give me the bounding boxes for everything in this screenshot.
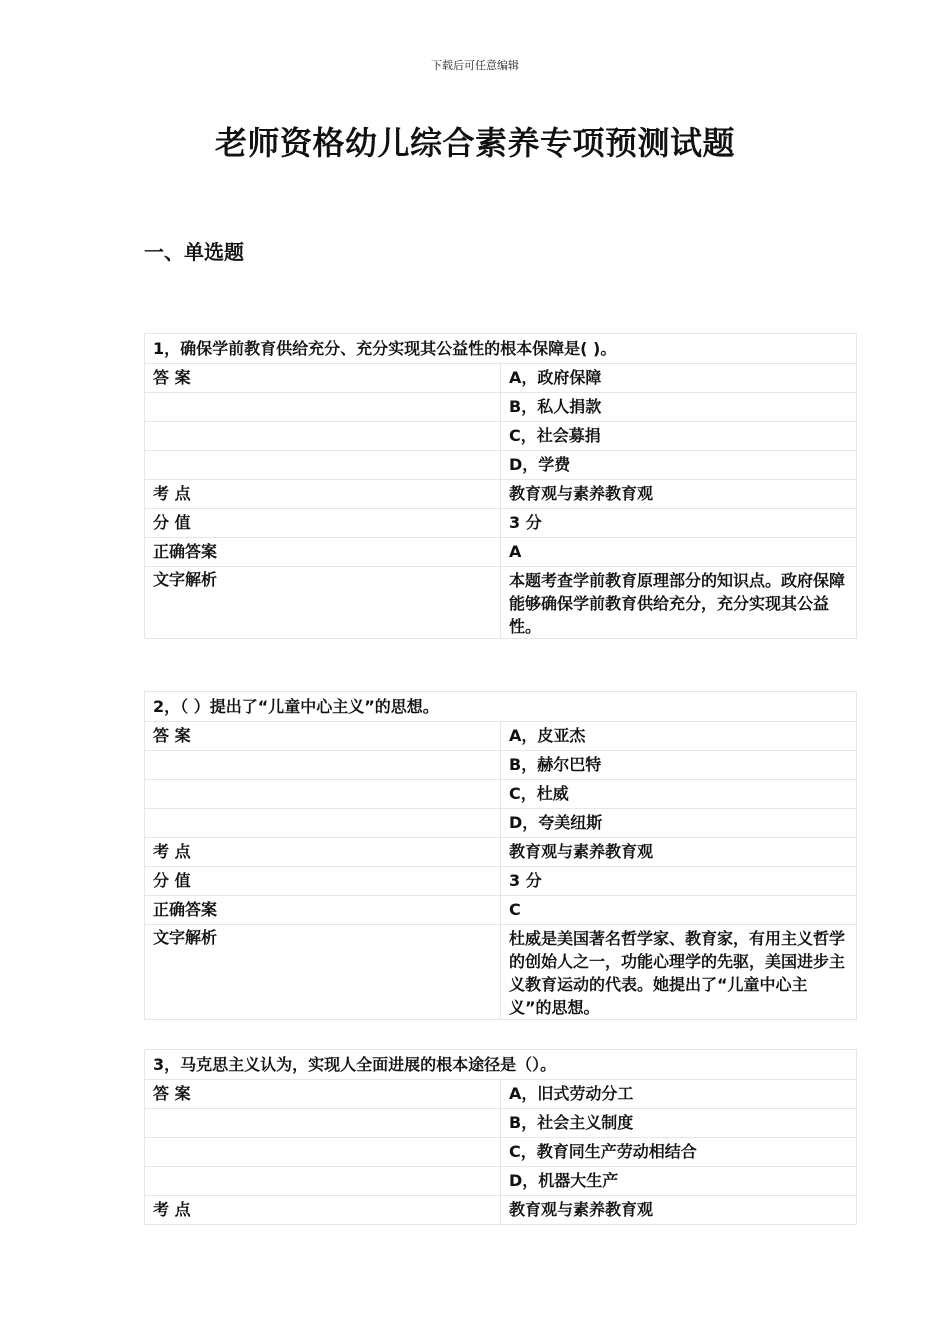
option-b: B，社会主义制度 bbox=[501, 1109, 857, 1138]
option-d: D，学费 bbox=[501, 451, 857, 480]
analysis-text: 杜威是美国著名哲学家、教育家，有用主义哲学的创始人之一，功能心理学的先驱，美国进步主义教育运动的代表。她提出了“儿童中心主义”的思想。 bbox=[501, 925, 857, 1020]
point-label: 考 点 bbox=[145, 838, 501, 867]
option-a: A，皮亚杰 bbox=[501, 722, 857, 751]
analysis-label: 文字解析 bbox=[145, 567, 501, 639]
empty-cell bbox=[145, 1138, 501, 1167]
option-c: C，社会募捐 bbox=[501, 422, 857, 451]
question-stem: 2，（ ）提出了“儿童中心主义”的思想。 bbox=[145, 692, 857, 722]
option-c: C，教育同生产劳动相结合 bbox=[501, 1138, 857, 1167]
answer-label: 答 案 bbox=[145, 1080, 501, 1109]
question-1-table bbox=[144, 333, 857, 639]
question-2-table bbox=[144, 691, 857, 1020]
empty-cell bbox=[145, 751, 501, 780]
answer-label: 答 案 bbox=[145, 364, 501, 393]
point-value: 教育观与素养教育观 bbox=[501, 838, 857, 867]
analysis-text: 本题考查学前教育原理部分的知识点。政府保障能够确保学前教育供给充分，充分实现其公益性。 bbox=[501, 567, 857, 639]
header-note: 下载后可任意编辑 bbox=[431, 59, 519, 72]
document-title: 老师资格幼儿综合素养专项预测试题 bbox=[214, 124, 735, 162]
empty-cell bbox=[145, 422, 501, 451]
option-b: B，私人捐款 bbox=[501, 393, 857, 422]
correct-answer-label: 正确答案 bbox=[145, 538, 501, 567]
score-label: 分 值 bbox=[145, 509, 501, 538]
empty-cell bbox=[145, 809, 501, 838]
question-stem: 1，确保学前教育供给充分、充分实现其公益性的根本保障是( )。 bbox=[145, 334, 857, 364]
question-3-table bbox=[144, 1049, 857, 1225]
correct-answer-label: 正确答案 bbox=[145, 896, 501, 925]
question-stem: 3，马克思主义认为，实现人全面进展的根本途径是（）。 bbox=[145, 1050, 857, 1080]
analysis-label: 文字解析 bbox=[145, 925, 501, 1020]
point-label: 考 点 bbox=[145, 1196, 501, 1225]
option-a: A，旧式劳动分工 bbox=[501, 1080, 857, 1109]
point-value: 教育观与素养教育观 bbox=[501, 1196, 857, 1225]
option-c: C，杜威 bbox=[501, 780, 857, 809]
empty-cell bbox=[145, 780, 501, 809]
score-value: 3 分 bbox=[501, 867, 857, 896]
empty-cell bbox=[145, 451, 501, 480]
option-b: B，赫尔巴特 bbox=[501, 751, 857, 780]
option-a: A，政府保障 bbox=[501, 364, 857, 393]
option-d: D，机器大生产 bbox=[501, 1167, 857, 1196]
correct-answer-value: C bbox=[501, 896, 857, 925]
option-d: D，夸美纽斯 bbox=[501, 809, 857, 838]
empty-cell bbox=[145, 393, 501, 422]
empty-cell bbox=[145, 1167, 501, 1196]
point-value: 教育观与素养教育观 bbox=[501, 480, 857, 509]
point-label: 考 点 bbox=[145, 480, 501, 509]
score-value: 3 分 bbox=[501, 509, 857, 538]
correct-answer-value: A bbox=[501, 538, 857, 567]
empty-cell bbox=[145, 1109, 501, 1138]
answer-label: 答 案 bbox=[145, 722, 501, 751]
section-heading: 一、单选题 bbox=[144, 240, 244, 264]
score-label: 分 值 bbox=[145, 867, 501, 896]
